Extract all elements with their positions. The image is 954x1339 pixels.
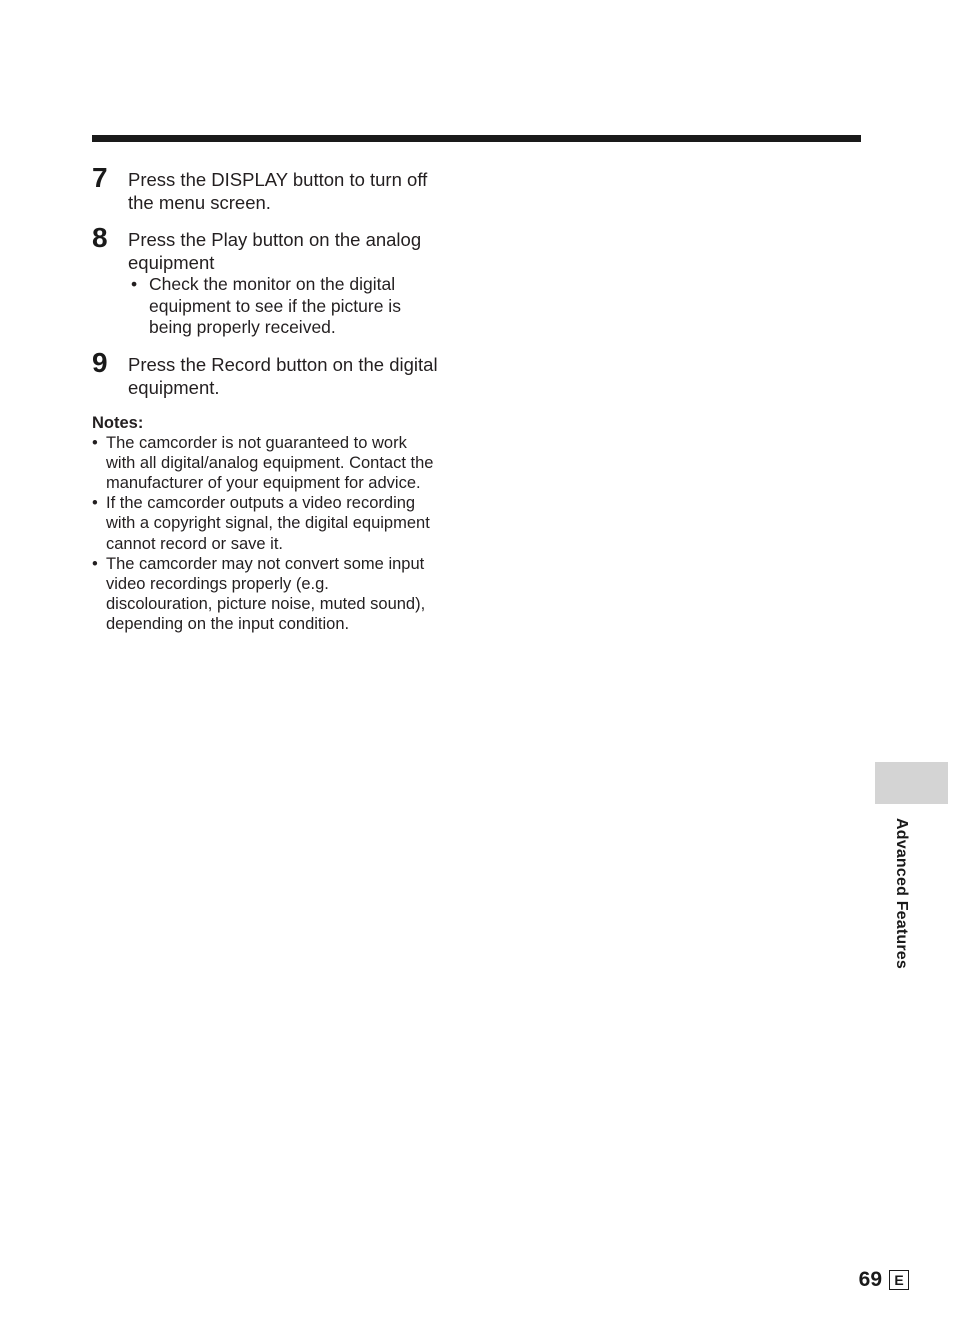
page-number: 69 xyxy=(858,1268,882,1291)
step-9 xyxy=(92,346,472,399)
note-line: cannot record or save it. xyxy=(106,534,284,553)
note-line: with all digital/analog equipment. Contact the xyxy=(106,453,434,472)
step-text-line: equipment xyxy=(128,252,215,273)
note-line: manufacturer of your equipment for advice. xyxy=(106,473,421,492)
main-content xyxy=(92,162,472,635)
note-item xyxy=(92,433,472,494)
section-label: Advanced Features xyxy=(893,818,910,970)
step-number: 9 xyxy=(92,346,108,378)
bullet-marker: • xyxy=(131,274,138,294)
step-text-line: equipment. xyxy=(128,376,220,398)
step-number: 8 xyxy=(92,222,108,253)
top-rule xyxy=(92,135,861,142)
section-tab xyxy=(875,762,948,804)
note-line: The camcorder may not convert some input xyxy=(106,554,425,573)
bullet-marker: • xyxy=(92,494,98,513)
bullet-marker: • xyxy=(92,433,98,452)
note-item xyxy=(92,493,472,554)
step-number: 7 xyxy=(92,162,108,193)
note-line: with a copyright signal, the digital equipment xyxy=(106,514,430,533)
step-text xyxy=(128,168,472,214)
language-badge: E xyxy=(889,1270,909,1290)
step-text-line: Press the Play button on the analog xyxy=(128,229,422,250)
step-sub-bullet xyxy=(128,274,472,339)
note-line: video recordings properly (e.g. xyxy=(106,574,329,593)
page-footer xyxy=(859,1268,909,1292)
notes-title: Notes: xyxy=(92,413,144,432)
note-line: The camcorder is not guaranteed to work xyxy=(106,433,407,452)
step-text xyxy=(128,353,472,399)
sub-bullet-line: Check the monitor on the digital xyxy=(149,274,396,294)
step-7 xyxy=(92,162,472,214)
bullet-marker: • xyxy=(92,554,98,573)
note-line: discolouration, picture noise, muted sound), xyxy=(106,595,426,614)
step-8 xyxy=(92,222,472,339)
step-text-line: the menu screen. xyxy=(128,192,271,213)
note-line: If the camcorder outputs a video recording xyxy=(106,494,416,513)
step-text-line: Press the DISPLAY button to turn off xyxy=(128,169,428,190)
step-text-line: Press the Record button on the digital xyxy=(128,353,438,375)
sub-bullet-line: being properly received. xyxy=(149,317,336,337)
step-text xyxy=(128,228,472,274)
note-line: depending on the input condition. xyxy=(106,615,350,634)
notes-section xyxy=(92,413,472,635)
sub-bullet-line: equipment to see if the picture is xyxy=(149,295,401,316)
note-item xyxy=(92,554,472,635)
